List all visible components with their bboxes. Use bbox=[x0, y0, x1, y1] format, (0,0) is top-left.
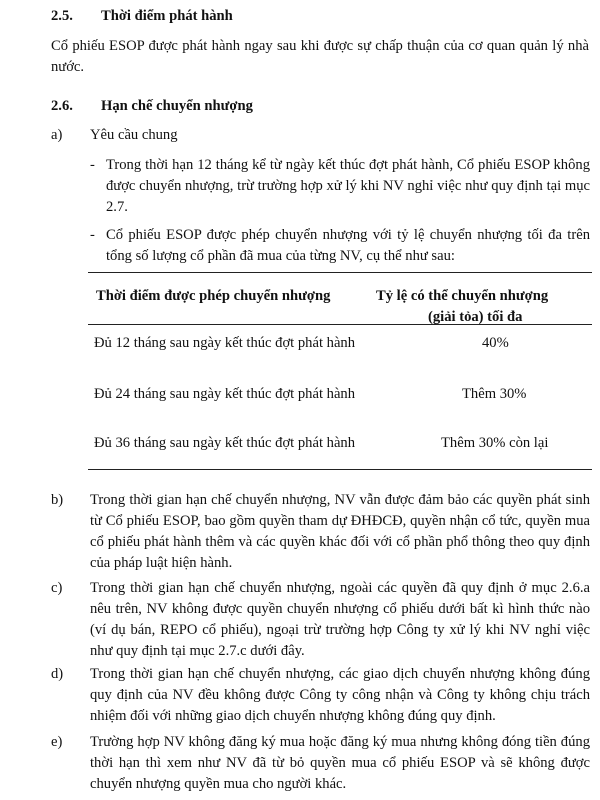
item-e-text: Trường hợp NV không đăng ký mua hoặc đăng ký mua nhưng không đóng tiền đúng thời hạn thì xem như NV đã từ bỏ quyền mua cổ phiếu ESOP và sẽ không được chuyển nhượng quyền mua cho người khác. bbox=[90, 734, 590, 792]
item-d-text: Trong thời gian hạn chế chuyển nhượng, các giao dịch chuyển nhượng không đúng quy định của NV đều không được Công ty công nhận và Công ty không chịu trách nhiệm đối với những giao dịch chuyển nhượng không đúng quy định. bbox=[90, 666, 590, 724]
item-c-text: Trong thời gian hạn chế chuyển nhượng, ngoài các quyền đã quy định ở mục 2.6.a nêu trên, NV không được quyền chuyển nhượng cổ phiếu dưới bất kì hình thức nào (ví dụ bán, REPO cổ phiếu), ngoại trừ trường hợp Công ty xử lý khi NV nghỉ việc như quy định tại mục 2.7.c dưới đây. bbox=[90, 580, 590, 659]
table-row-3-time: Đủ 36 tháng sau ngày kết thúc đợt phát hành bbox=[94, 435, 356, 451]
item-a-title: Yêu cầu chung bbox=[90, 127, 178, 143]
table-row-1-ratio: 40% bbox=[482, 335, 509, 351]
item-a-label: a) bbox=[51, 127, 63, 143]
table-row-2-time: Đủ 24 tháng sau ngày kết thúc đợt phát hành bbox=[94, 386, 356, 402]
table-header-ratio-line2: (giải tỏa) tối đa bbox=[428, 309, 523, 325]
bullet-dash: - bbox=[90, 227, 95, 243]
item-d-label: d) bbox=[51, 666, 64, 682]
section-number: 2.6. bbox=[51, 98, 73, 114]
table-header-rule bbox=[88, 324, 592, 325]
section-title: Thời điểm phát hành bbox=[101, 8, 233, 24]
section-number: 2.5. bbox=[51, 8, 73, 24]
section-2-6-heading bbox=[51, 96, 253, 117]
item-e-label: e) bbox=[51, 734, 63, 750]
table-header-ratio-line1: Tỷ lệ có thể chuyển nhượng bbox=[376, 288, 549, 304]
section-2-5-body: Cổ phiếu ESOP được phát hành ngay sau khi được sự chấp thuận của cơ quan quản lý nhà nước. bbox=[51, 38, 589, 75]
bullet-dash: - bbox=[90, 157, 95, 173]
section-title: Hạn chế chuyển nhượng bbox=[101, 98, 253, 114]
item-b-label: b) bbox=[51, 492, 64, 508]
item-c-label: c) bbox=[51, 580, 63, 596]
table-row-2-ratio: Thêm 30% bbox=[462, 386, 527, 402]
table-row-1-time: Đủ 12 tháng sau ngày kết thúc đợt phát hành bbox=[94, 335, 356, 351]
table-bottom-rule bbox=[88, 469, 592, 470]
bullet-item-1: Trong thời hạn 12 tháng kể từ ngày kết thúc đợt phát hành, Cổ phiếu ESOP không được chuyển nhượng, trừ trường hợp xử lý khi NV nghỉ việc như quy định tại mục 2.7. bbox=[106, 157, 590, 215]
bullet-item-2: Cổ phiếu ESOP được phép chuyển nhượng với tỷ lệ chuyển nhượng tối đa trên tổng số lượng cổ phần đã mua của từng NV, cụ thể như sau: bbox=[106, 227, 590, 264]
table-row-3-ratio: Thêm 30% còn lại bbox=[441, 435, 549, 451]
table-header-time: Thời điểm được phép chuyển nhượng bbox=[96, 288, 331, 304]
table-top-rule bbox=[88, 272, 592, 273]
item-b-text: Trong thời gian hạn chế chuyển nhượng, NV vẫn được đảm bảo các quyền phát sinh từ Cổ phiếu ESOP, bao gồm quyền tham dự ĐHĐCĐ, quyền nhận cổ tức, quyền mua cổ phiếu phát hành thêm và các quyền khác đối với cổ phần phổ thông theo quy định của pháp luật hiện hành. bbox=[90, 492, 590, 571]
section-2-5-heading bbox=[51, 6, 233, 27]
